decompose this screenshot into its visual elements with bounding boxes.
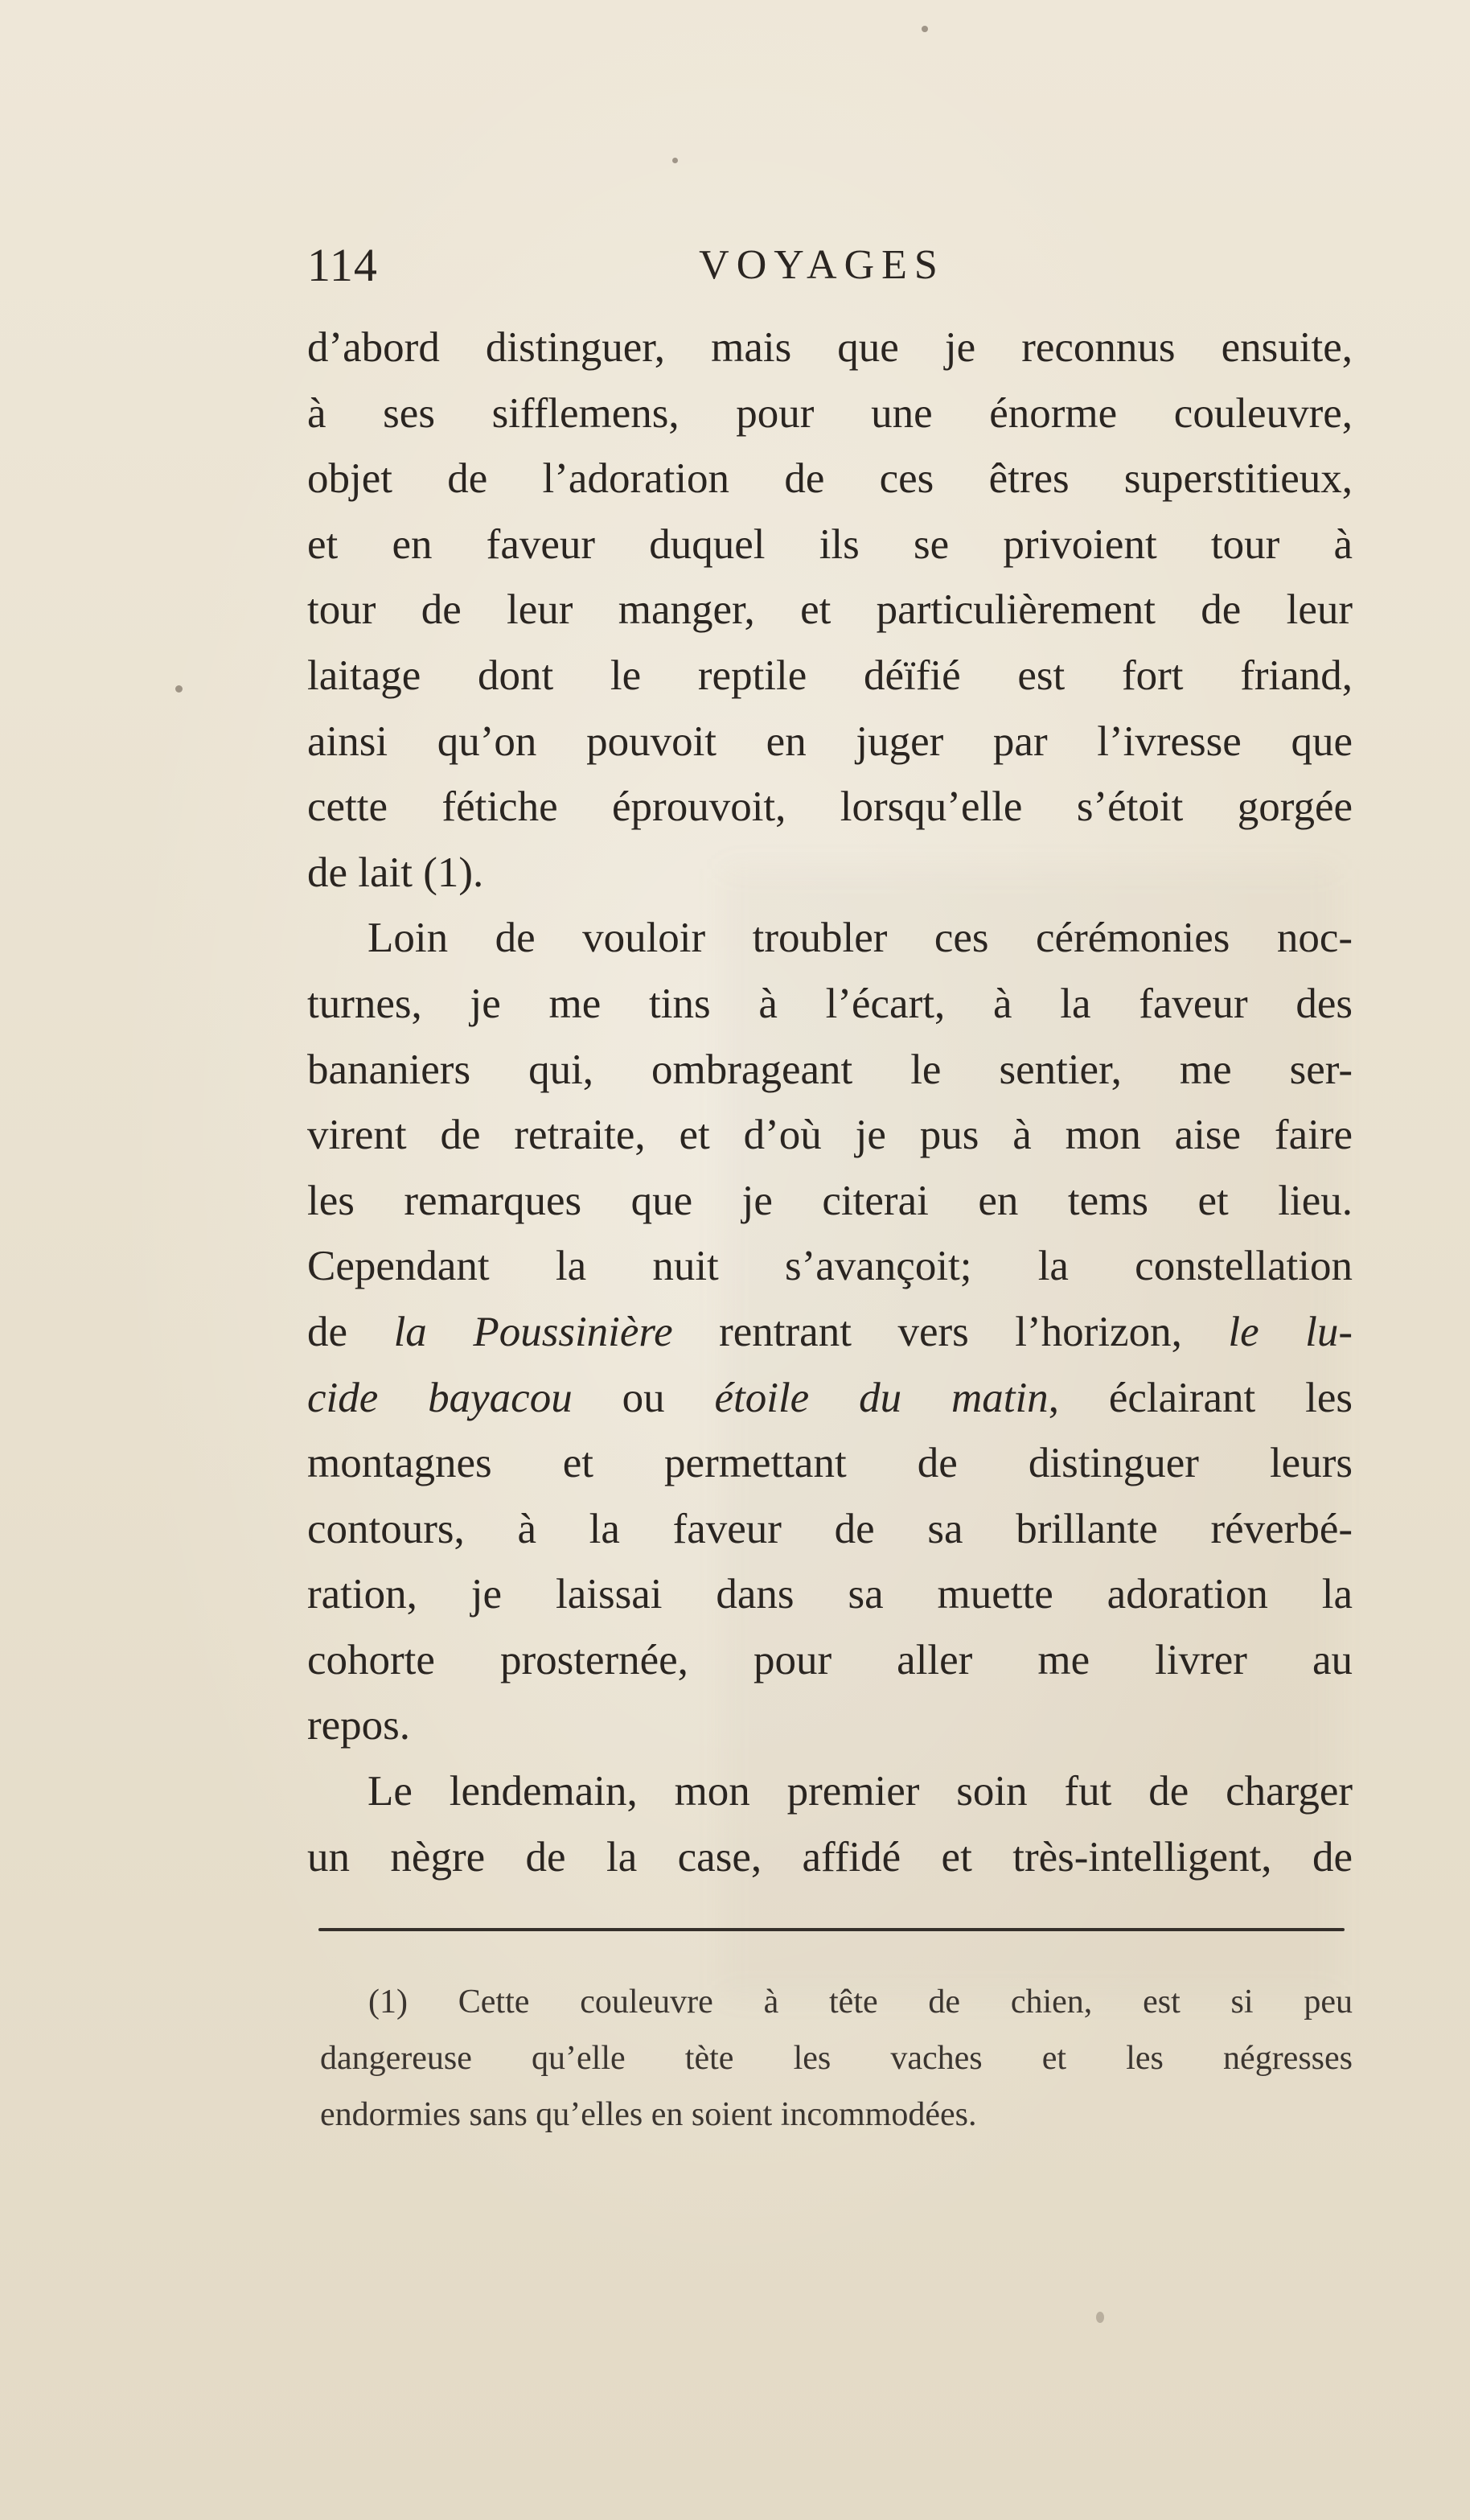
text-line: cette fétiche éprouvoit, lorsqu’elle s’étoit gorgée	[307, 783, 1353, 831]
text-line: Cependant la nuit s’avançoit; la constellation	[307, 1243, 1353, 1290]
text-segment: de	[307, 1308, 394, 1355]
text-segment: , éclairant les	[1048, 1374, 1353, 1421]
text-segment: rentrant vers l’horizon,	[672, 1308, 1229, 1355]
text-line-with-italics	[307, 1300, 1353, 1366]
text-line: contours, à la faveur de sa brillante réverbé-	[307, 1505, 1353, 1552]
italic-phrase: étoile du matin	[714, 1374, 1049, 1421]
footnote-line: dangereuse qu’elle tète les vaches et les négresses	[320, 2040, 1353, 2077]
running-head	[307, 233, 1353, 298]
text-line: virent de retraite, et d’où je pus à mon aise faire	[307, 1112, 1353, 1159]
footnote-line: (1) Cette couleuvre à tête de chien, est si peu	[368, 1984, 1353, 2021]
text-line: objet de l’adoration de ces êtres superstitieux,	[307, 455, 1353, 503]
text-line: de lait (1).	[307, 849, 484, 896]
text-line: repos.	[307, 1702, 411, 1749]
text-line: turnes, je me tins à l’écart, à la faveur des	[307, 980, 1353, 1027]
page-number: 114	[307, 239, 378, 291]
body-text	[307, 315, 1353, 1890]
footnote	[320, 1974, 1353, 2143]
text-line: à ses sifflemens, pour une énorme couleuvre,	[307, 389, 1353, 437]
paragraph-start-line: Le lendemain, mon premier soin fut de charger	[368, 1768, 1353, 1815]
paper-speck	[175, 685, 183, 693]
text-segment: ou	[572, 1374, 715, 1421]
running-title: VOYAGES	[699, 242, 945, 288]
text-line: laitage dont le reptile déïfié est fort friand,	[307, 652, 1353, 699]
text-line: les remarques que je citerai en tems et lieu.	[307, 1177, 1353, 1224]
text-line: montagnes et permettant de distinguer leurs	[307, 1440, 1353, 1487]
text-line: cohorte prosternée, pour aller me livrer au	[307, 1636, 1353, 1683]
paper-speck	[672, 158, 678, 163]
paper-speck	[922, 26, 928, 32]
text-line: bananiers qui, ombrageant le sentier, me ser-	[307, 1046, 1353, 1093]
text-line-with-italics	[307, 1366, 1353, 1432]
italic-phrase: le lu-	[1228, 1308, 1353, 1355]
paper-speck	[1096, 2312, 1104, 2323]
text-line: d’abord distinguer, mais que je reconnus ensuite,	[307, 324, 1353, 371]
paragraph-start-line: Loin de vouloir troubler ces cérémonies noc-	[368, 915, 1353, 962]
text-line: ainsi qu’on pouvoit en juger par l’ivresse que	[307, 717, 1353, 765]
text-line: tour de leur manger, et particulièrement de leur	[307, 586, 1353, 634]
footnote-line: endormies sans qu’elles en soient incommodées.	[320, 2096, 977, 2133]
text-line: et en faveur duquel ils se privoient tour à	[307, 520, 1353, 568]
italic-phrase: la Poussinière	[393, 1308, 673, 1355]
text-line: un nègre de la case, affidé et très-intelligent, de	[307, 1833, 1353, 1881]
italic-phrase: cide bayacou	[307, 1374, 573, 1421]
footnote-divider	[318, 1928, 1345, 1931]
text-line: ration, je laissai dans sa muette adoration la	[307, 1571, 1353, 1618]
